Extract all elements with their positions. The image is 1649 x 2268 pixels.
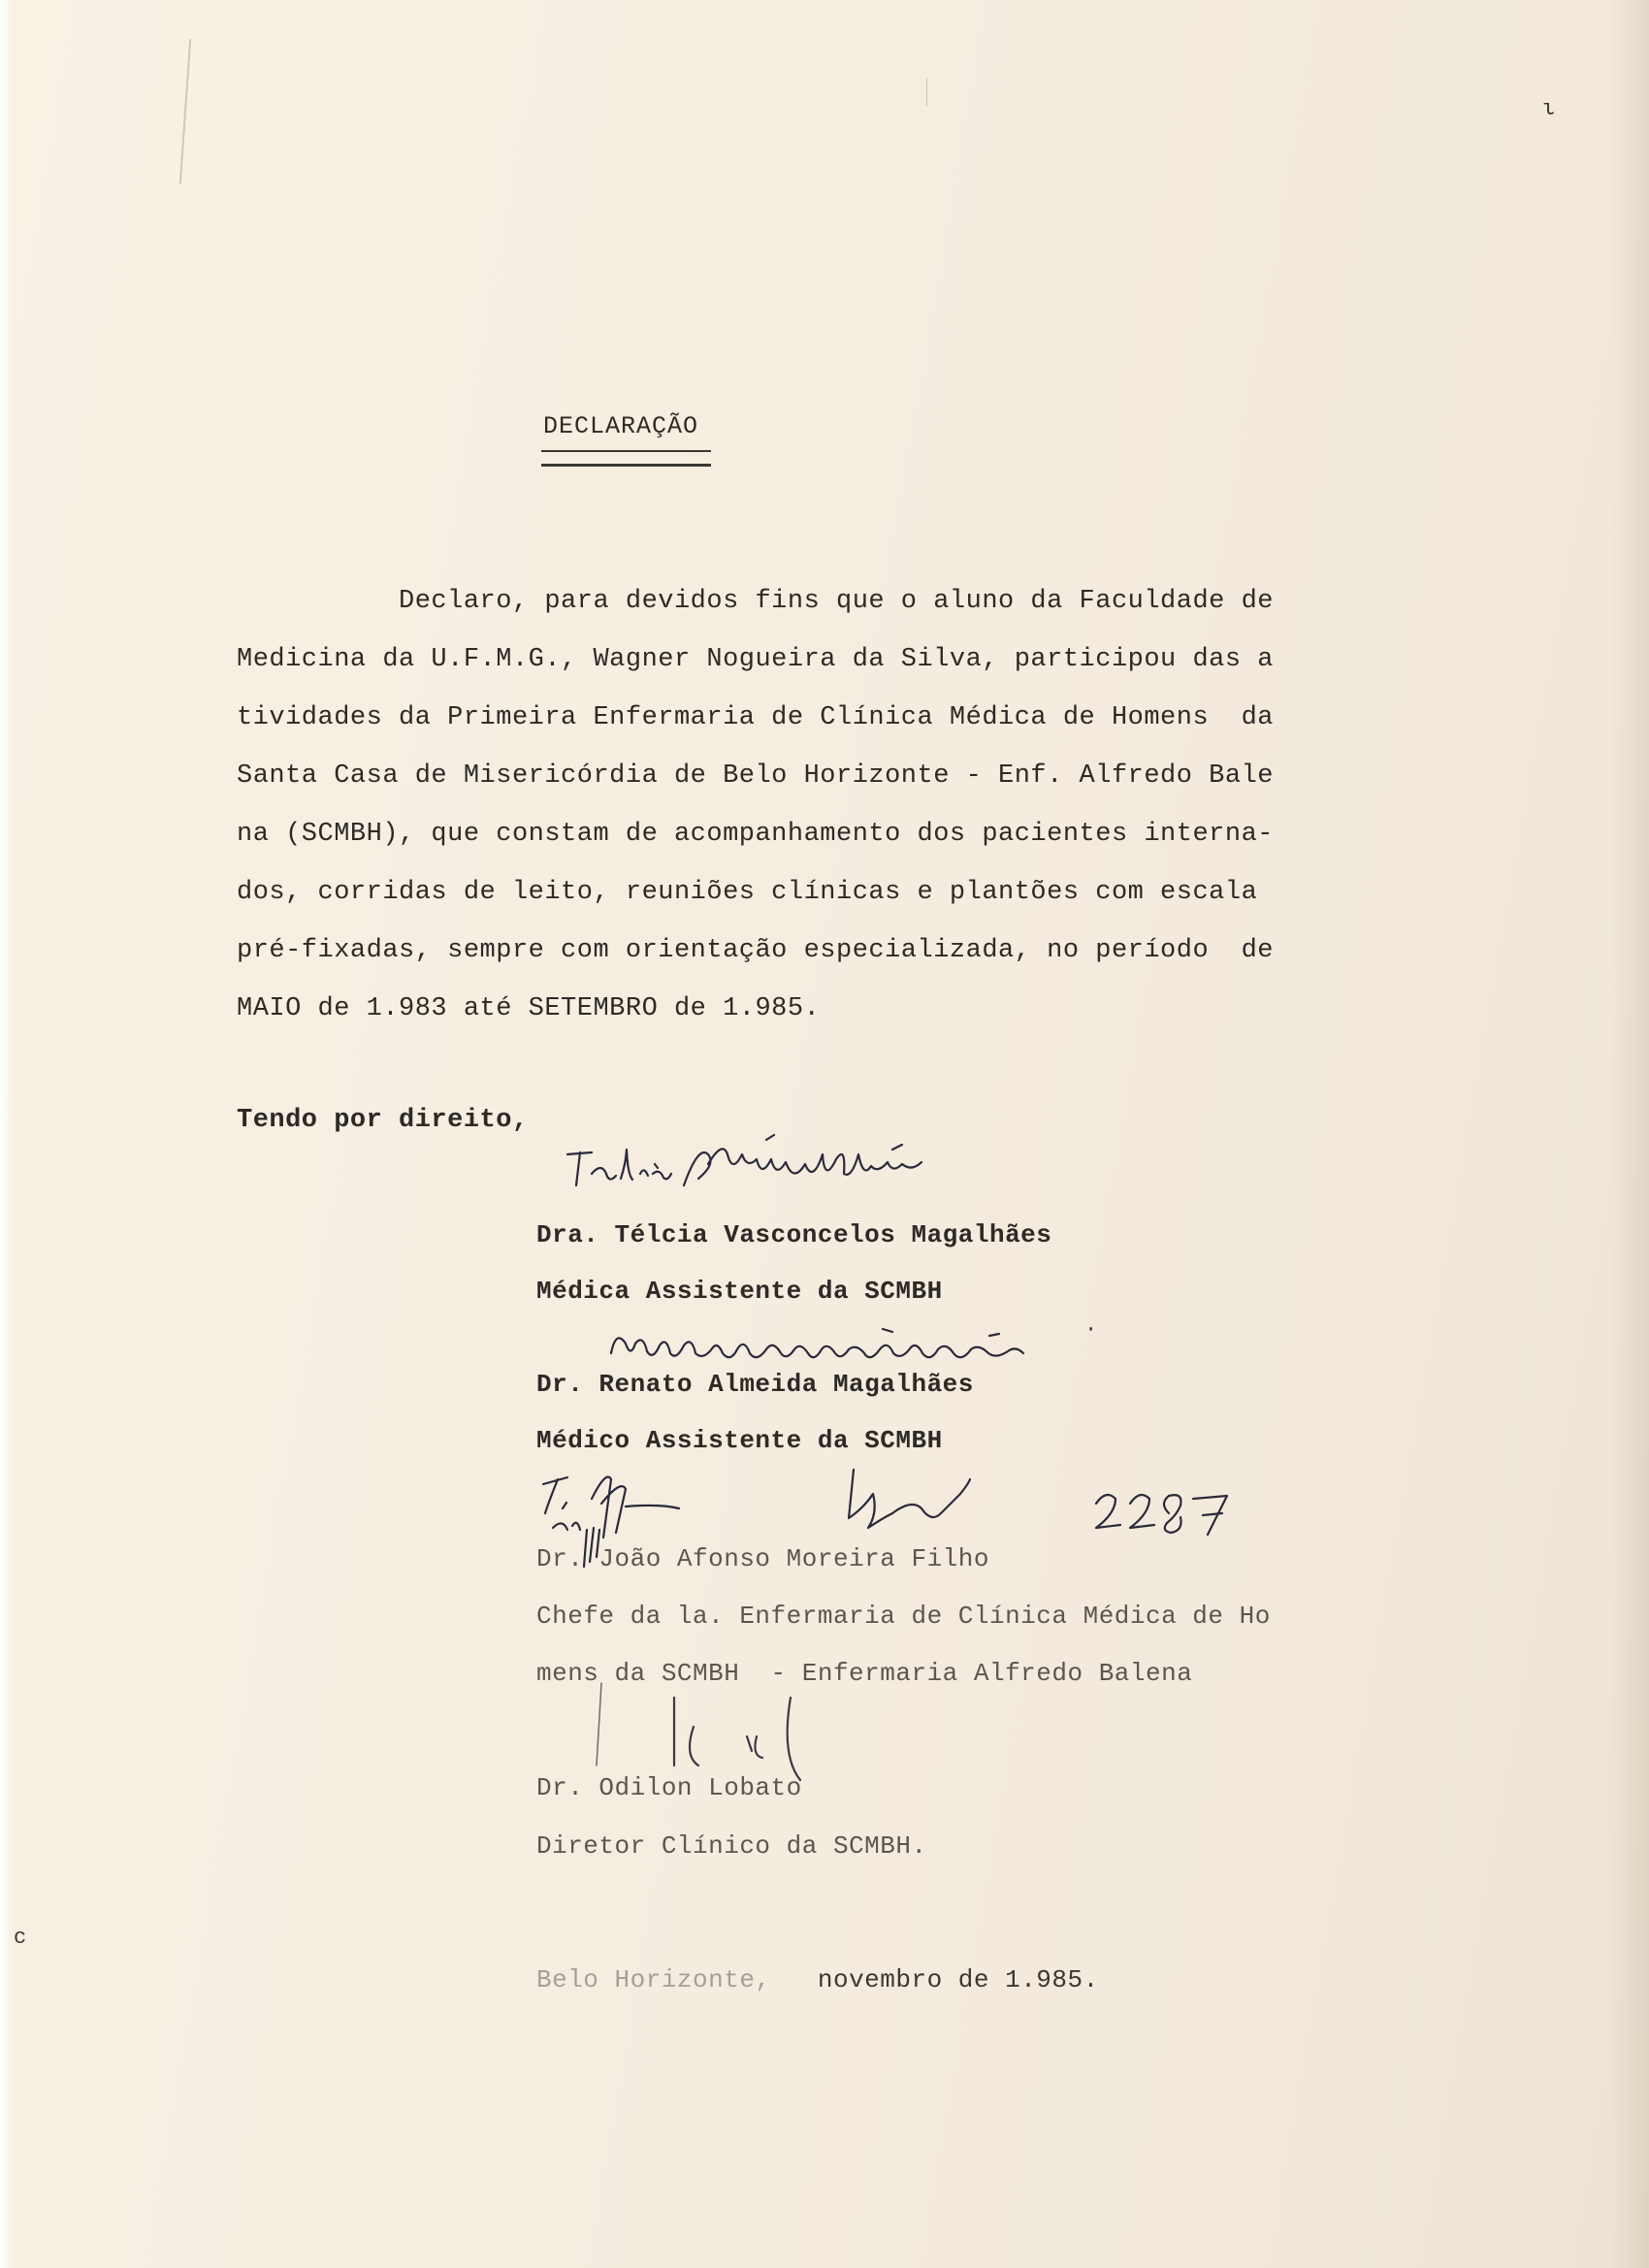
signatory-4-role: Diretor Clínico da SCMBH. [536, 1831, 927, 1861]
place-and-date [536, 1965, 1099, 1994]
body-line-8: MAIO de 1.983 até SETEMBRO de 1.985. [237, 994, 821, 1023]
signatory-4-name: Dr. Odilon Lobato [536, 1773, 802, 1802]
body-line-6: dos, corridas de leito, reuniões clínicas e plantões com escala [237, 878, 1258, 907]
edge-mark: c [14, 1926, 27, 1950]
paper-edge-shadow [1610, 0, 1649, 2268]
closing-line: Tendo por direito, [237, 1106, 529, 1135]
paper-left-edge [0, 0, 14, 2268]
signatory-3-role-line-1: Chefe da la. Enfermaria de Clínica Médica de Ho [536, 1602, 1271, 1631]
paper-crease [179, 39, 191, 184]
body-line-5: na (SCMBH), que constam de acompanhamento dos pacientes interna- [237, 820, 1274, 849]
signatory-2-role: Médico Assistente da SCMBH [536, 1426, 943, 1455]
body-line-7: pré-fixadas, sempre com orientação especializada, no período de [237, 936, 1274, 965]
title-underline [541, 450, 711, 452]
signatory-1-role: Médica Assistente da SCMBH [536, 1277, 943, 1306]
signatory-3-role-line-2: mens da SCMBH - Enfermaria Alfredo Balena [536, 1659, 1193, 1688]
body-line-2: Medicina da U.F.M.G., Wagner Nogueira da Silva, participou das a [237, 645, 1274, 674]
document-title: DECLARAÇÃO [543, 412, 699, 440]
place: Belo Horizonte, [536, 1965, 771, 1994]
date: novembro de 1.985. [817, 1965, 1099, 1994]
signatory-2-name: Dr. Renato Almeida Magalhães [536, 1370, 974, 1399]
corner-mark: ι [1542, 97, 1556, 121]
stray-dot: · [1084, 1317, 1098, 1342]
body-line-4: Santa Casa de Misericórdia de Belo Horizonte - Enf. Alfredo Bale [237, 761, 1274, 791]
body-line-3: tividades da Primeira Enfermaria de Clínica Médica de Homens da [237, 703, 1274, 732]
signatory-3-name: Dr. João Afonso Moreira Filho [536, 1544, 989, 1573]
title-underline [541, 464, 711, 467]
paper-crease [926, 78, 927, 107]
body-line-1: Declaro, para devidos fins que o aluno da Faculdade de [237, 587, 1274, 616]
handwritten-number [1091, 1484, 1246, 1542]
signature-renato [606, 1324, 1033, 1373]
signatory-1-name: Dra. Télcia Vasconcelos Magalhães [536, 1220, 1052, 1249]
signature-telcia [563, 1125, 970, 1203]
